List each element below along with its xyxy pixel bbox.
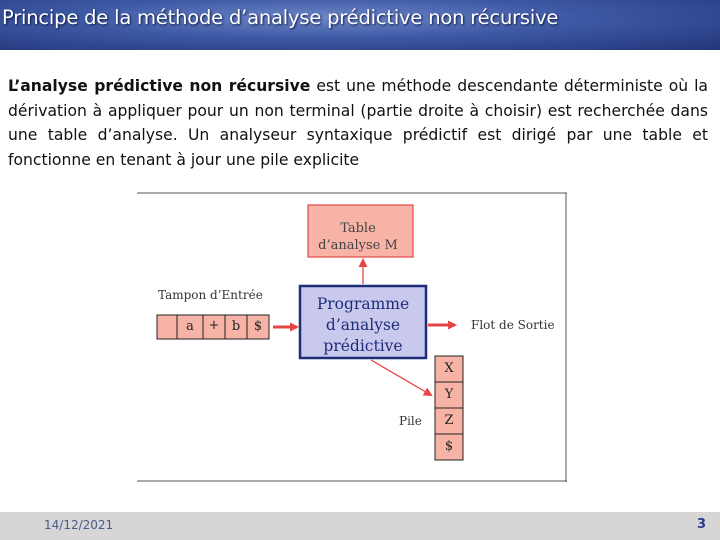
table-label-line2: d’analyse M xyxy=(318,238,398,253)
program-label-line1: Programme xyxy=(316,295,410,313)
stack-symbol: Y xyxy=(444,387,454,402)
page-number: 3 xyxy=(696,517,706,532)
stack-symbol: Z xyxy=(444,413,454,428)
paragraph-text: est une méthode descendante déterministe où la dérivation à appliquer pour un non terminal (partie droite à choisir) est recherchée dans une table d’analyse. Un analyseur syntaxique prédictif est dirigé par une table et fonctionne en tenant à jour une pile explicite xyxy=(8,77,708,169)
stack-label: Pile xyxy=(399,414,422,428)
input-symbol: + xyxy=(208,318,220,333)
input-symbol: $ xyxy=(253,319,263,334)
predictive-parser-diagram xyxy=(137,192,567,482)
stack-symbol: $ xyxy=(444,439,454,454)
arrow-program-to-stack xyxy=(371,360,431,395)
output-stream-label: Flot de Sortie xyxy=(471,318,555,332)
slide-title: Principe de la méthode d’analyse prédictive non récursive xyxy=(2,6,559,29)
stack-symbol: X xyxy=(444,361,454,376)
footer-date: 14/12/2021 xyxy=(44,518,114,532)
table-label-line1: Table xyxy=(340,221,376,236)
program-label-line2: d’analyse xyxy=(325,316,401,334)
input-symbol: a xyxy=(186,319,194,334)
paragraph-lead: L’analyse prédictive non récursive xyxy=(8,77,311,95)
input-symbol: b xyxy=(231,319,241,334)
input-buffer-label: Tampon d’Entrée xyxy=(158,288,263,302)
body-paragraph xyxy=(8,74,708,172)
title-bar xyxy=(0,0,720,50)
table-box-label xyxy=(305,220,411,254)
program-label-line3: prédictive xyxy=(323,337,403,355)
program-box-label xyxy=(300,294,426,357)
input-cell-empty xyxy=(157,315,177,339)
